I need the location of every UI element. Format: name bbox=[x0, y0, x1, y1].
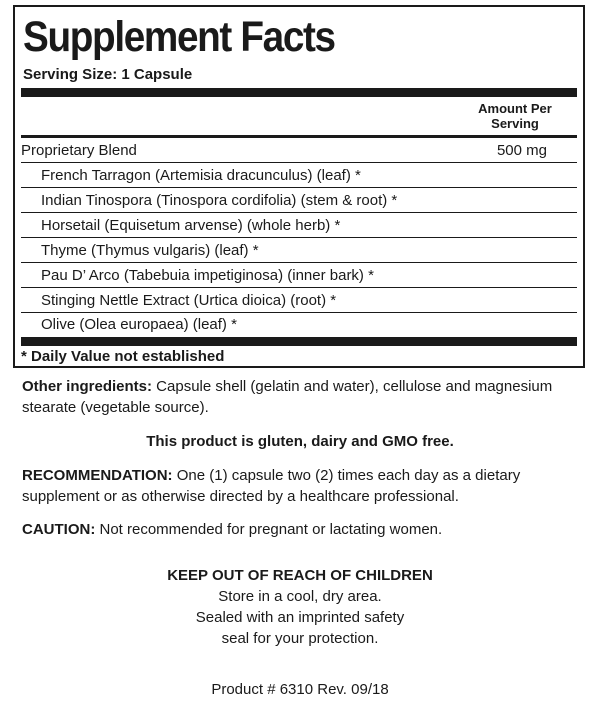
seal-line-1: Sealed with an imprinted safety bbox=[195, 609, 405, 626]
facts-title: Supplement Facts bbox=[23, 13, 335, 61]
ingredient-row bbox=[21, 214, 577, 238]
blend-label: Proprietary Blend bbox=[21, 142, 137, 159]
amount-per-serving-header bbox=[471, 101, 559, 131]
free-statement-text: This product is gluten, dairy and GMO free. bbox=[146, 433, 454, 450]
serving-size: Serving Size: 1 Capsule bbox=[23, 66, 193, 83]
amount-header-line1: Amount Per bbox=[478, 101, 552, 116]
ingredient-label: Thyme (Thymus vulgaris) (leaf) * bbox=[41, 242, 259, 259]
caution-label: CAUTION: bbox=[22, 521, 96, 538]
ingredient-row bbox=[21, 264, 577, 288]
storage-line: Store in a cool, dry area. bbox=[218, 588, 382, 605]
ingredient-label: Stinging Nettle Extract (Urtica dioica) (root) * bbox=[41, 292, 337, 309]
free-statement bbox=[0, 431, 600, 452]
other-ingredients-label: Other ingredients: bbox=[22, 378, 153, 395]
blend-amount: 500 mg bbox=[496, 142, 547, 159]
ingredient-row bbox=[21, 289, 577, 313]
recommendation bbox=[22, 465, 592, 507]
amount-header-line2: Serving bbox=[491, 116, 539, 131]
recommendation-text-2: supplement or as otherwise directed by a healthcare professional. bbox=[22, 488, 459, 505]
caution-text: Not recommended for pregnant or lactating women. bbox=[95, 521, 443, 538]
other-ingredients bbox=[22, 376, 592, 418]
ingredient-row bbox=[21, 164, 577, 188]
divider-medium bbox=[21, 135, 577, 138]
other-ingredients-text-1: Capsule shell (gelatin and water), cellulose and magnesium bbox=[152, 378, 553, 395]
divider-thick-top bbox=[21, 88, 577, 97]
caution bbox=[22, 519, 592, 540]
divider-thick-bottom bbox=[21, 337, 577, 346]
warnings bbox=[0, 565, 600, 649]
warning-heading: KEEP OUT OF REACH OF CHILDREN bbox=[167, 567, 433, 584]
ingredient-label: Olive (Olea europaea) (leaf) * bbox=[41, 316, 237, 333]
seal-line-2: seal for your protection. bbox=[221, 630, 379, 647]
supplement-facts-panel bbox=[13, 5, 585, 368]
daily-value-note: * Daily Value not established bbox=[21, 348, 225, 365]
other-ingredients-text-2: stearate (vegetable source). bbox=[22, 399, 209, 416]
blend-row bbox=[21, 139, 577, 163]
ingredient-label: Indian Tinospora (Tinospora cordifolia) (stem & root) * bbox=[41, 192, 398, 209]
ingredient-label: Horsetail (Equisetum arvense) (whole herb) * bbox=[41, 217, 341, 234]
ingredient-row bbox=[21, 239, 577, 263]
recommendation-label: RECOMMENDATION: bbox=[22, 467, 173, 484]
ingredient-row bbox=[21, 189, 577, 213]
ingredient-label: Pau D’ Arco (Tabebuia impetiginosa) (inner bark) * bbox=[41, 267, 374, 284]
ingredient-row bbox=[21, 313, 577, 337]
product-info: Product # 6310 Rev. 09/18 bbox=[211, 681, 389, 698]
recommendation-text-1: One (1) capsule two (2) times each day as a dietary bbox=[172, 467, 521, 484]
ingredient-label: French Tarragon (Artemisia dracunculus) (leaf) * bbox=[41, 167, 361, 184]
